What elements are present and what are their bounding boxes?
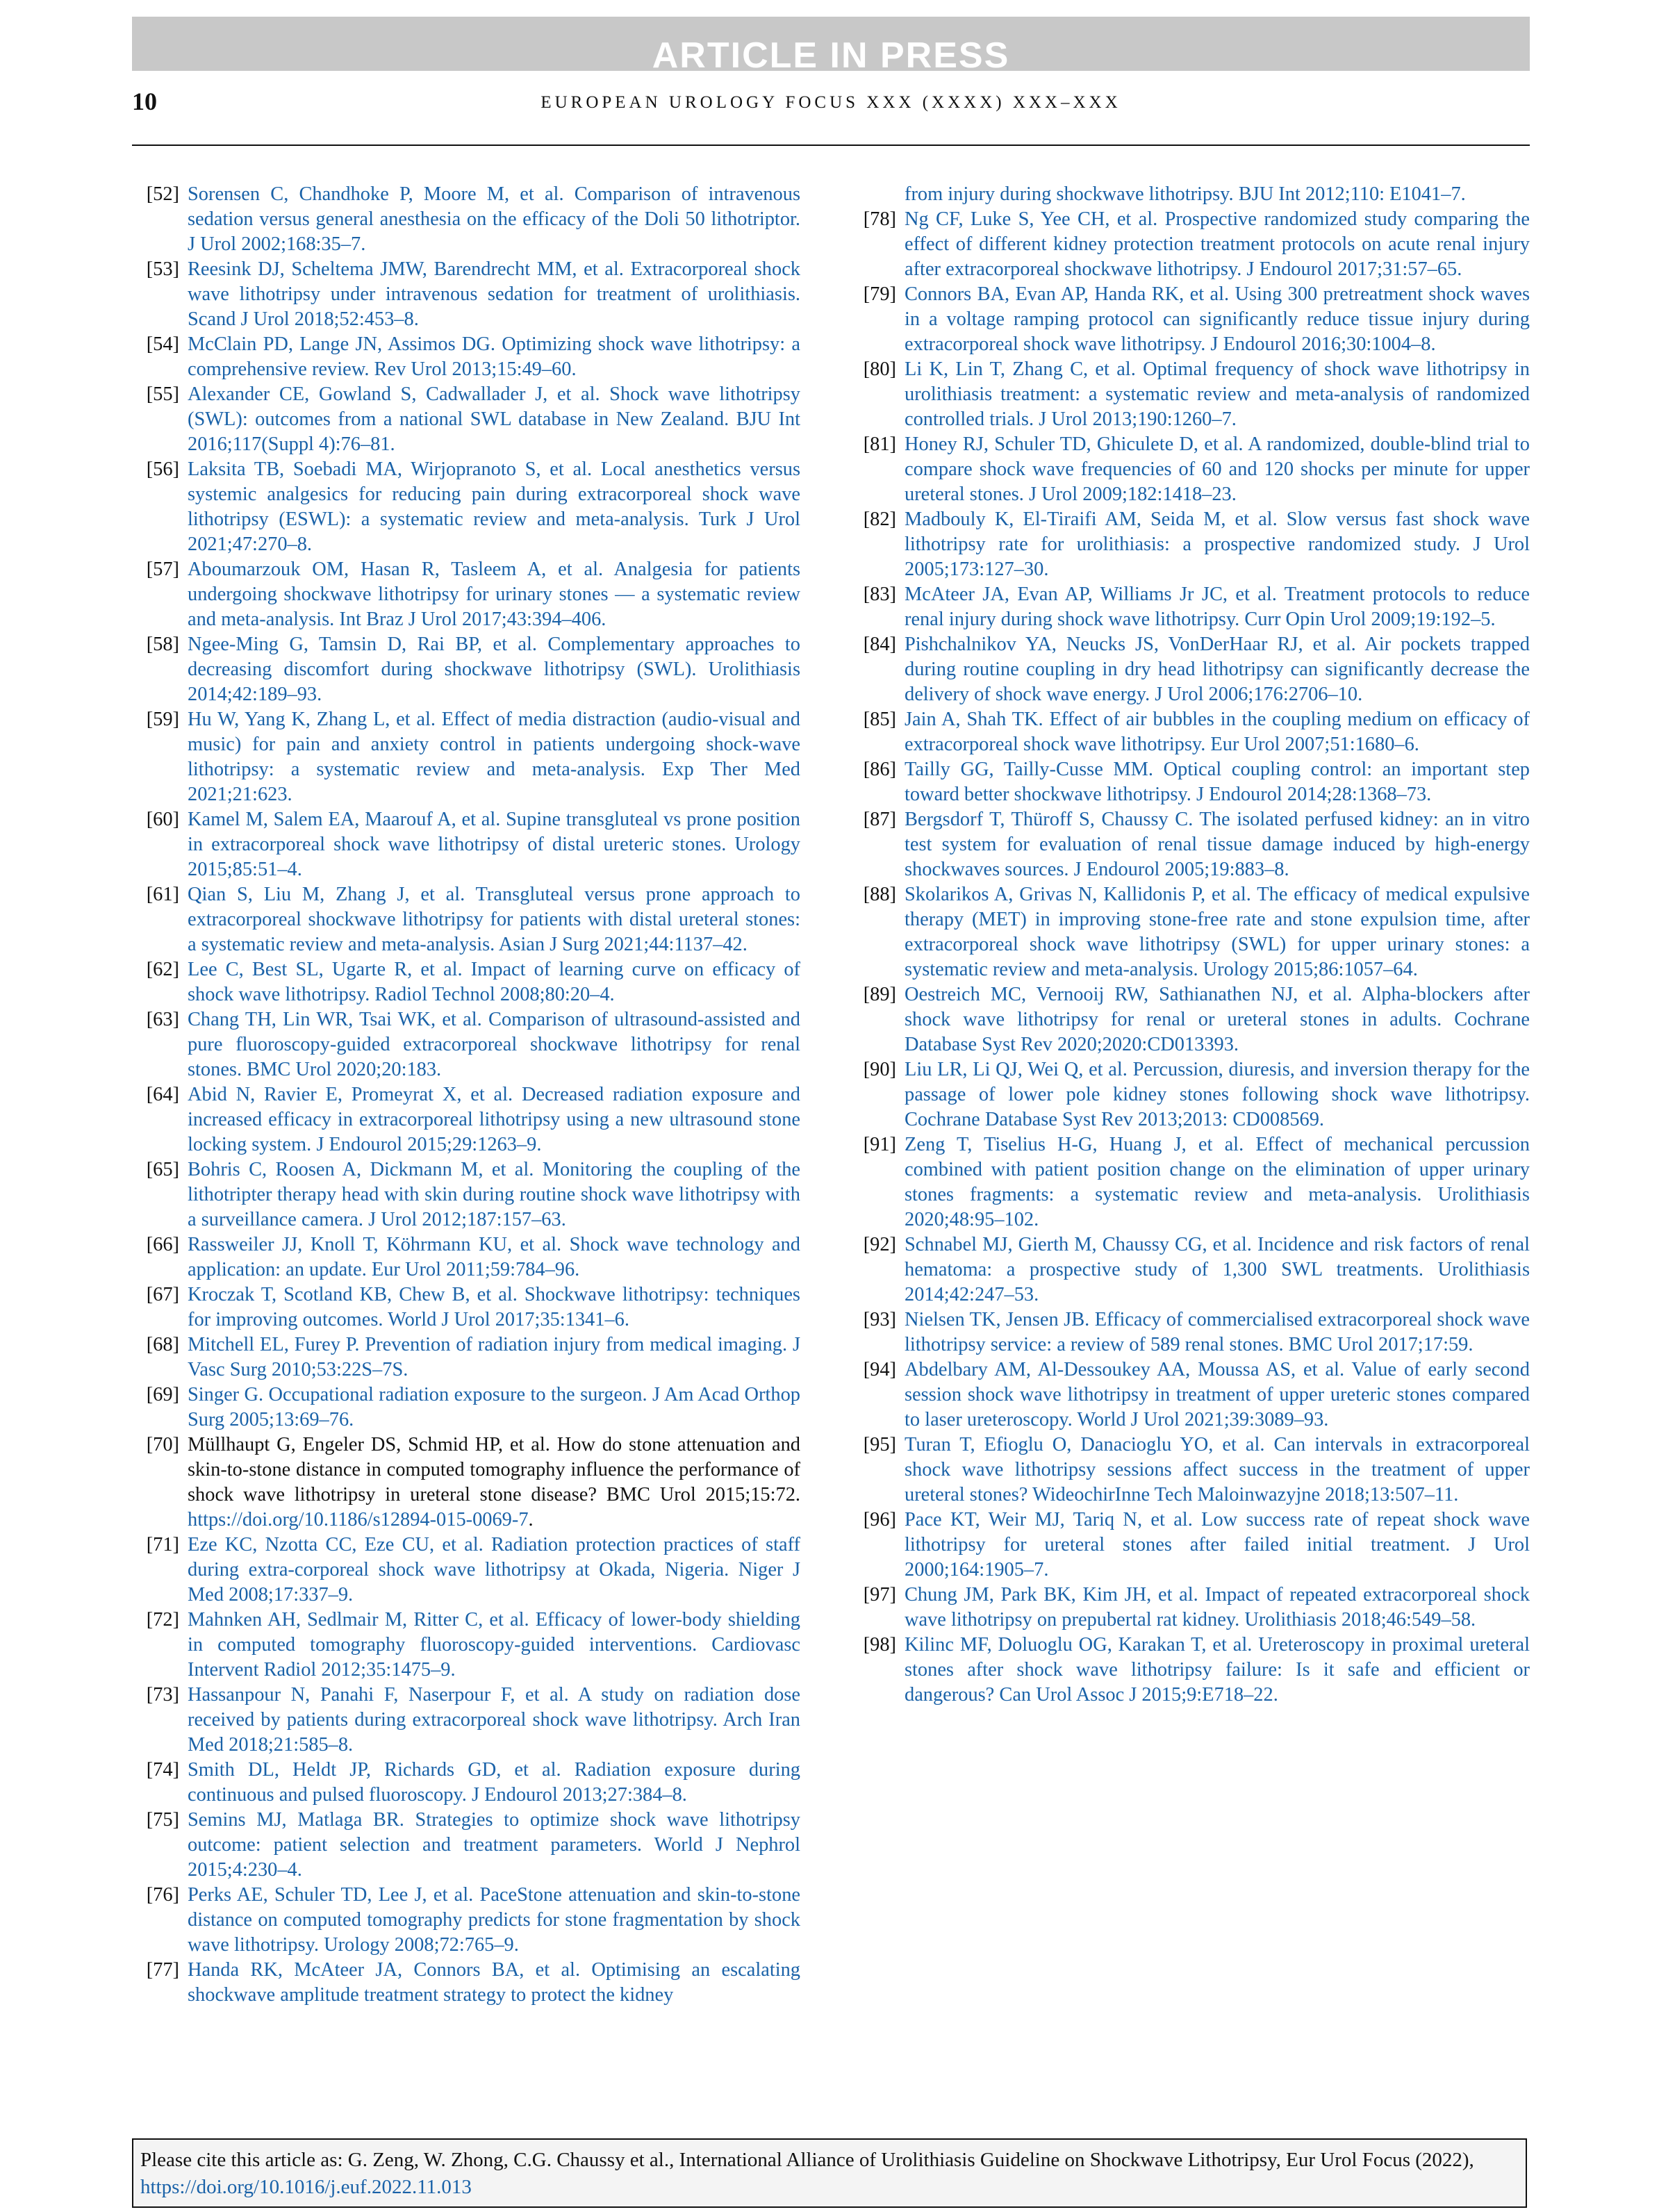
reference-body: Müllhaupt G, Engeler DS, Schmid HP, et al. How do stone attenuation and skin-to-stone distance in computed tomography influence the performance of shock wave lithotripsy in ureteral stone disease? BMC Urol 2015;15:72. xyxy=(188,1434,800,1505)
reference-number: [65] xyxy=(146,1159,179,1180)
reference-item xyxy=(849,632,1530,707)
reference-item xyxy=(132,557,800,632)
reference-body: Nielsen TK, Jensen JB. Efficacy of commercialised extracorporeal shock wave lithotripsy service: a review of 589 renal stones. BMC Urol 2017;17:59. xyxy=(905,1309,1530,1355)
reference-body: Sorensen C, Chandhoke P, Moore M, et al. Comparison of intravenous sedation versus general anesthesia on the efficacy of the Doli 50 lithotriptor. J Urol 2002;168:35–7. xyxy=(188,183,800,255)
reference-number: [90] xyxy=(863,1059,896,1080)
reference-body: Oestreich MC, Vernooij RW, Sathianathen NJ, et al. Alpha-blockers after shock wave lithotripsy for renal or ureteral stones in adults. Cochrane Database Syst Rev 2020;2020:CD013393. xyxy=(905,984,1530,1055)
reference-body: Singer G. Occupational radiation exposure to the surgeon. J Am Acad Orthop Surg 2005;13:69–76. xyxy=(188,1384,800,1430)
reference-text xyxy=(188,1433,800,1533)
reference-item xyxy=(132,882,800,957)
reference-body: Smith DL, Heldt JP, Richards GD, et al. Radiation exposure during continuous and pulsed fluoroscopy. J Endourol 2013;27:384–8. xyxy=(188,1759,800,1806)
reference-item xyxy=(132,807,800,882)
reference-item xyxy=(849,357,1530,432)
reference-item xyxy=(132,1808,800,1883)
reference-number: [62] xyxy=(146,959,179,980)
reference-body: Liu LR, Li QJ, Wei Q, et al. Percussion, diuresis, and inversion therapy for the passage of lower pole kidney stones following shock wave lithotripsy. Cochrane Database Syst Rev 2013;2013: CD008569. xyxy=(905,1059,1530,1130)
reference-item xyxy=(132,1082,800,1157)
reference-body: Mahnken AH, Sedlmair M, Ritter C, et al. Efficacy of lower-body shielding in computed tomography fluoroscopy-guided interventions. Cardiovasc Intervent Radiol 2012;35:1475–9. xyxy=(188,1609,800,1681)
reference-number: [54] xyxy=(146,333,179,355)
reference-number: [67] xyxy=(146,1284,179,1305)
reference-item xyxy=(132,1433,800,1533)
reference-text[interactable] xyxy=(188,382,800,457)
reference-item xyxy=(132,1332,800,1382)
journal-header: EUROPEAN UROLOGY FOCUS XXX (XXXX) XXX–XXX xyxy=(540,93,1121,112)
reference-body: Hu W, Yang K, Zhang L, et al. Effect of media distraction (audio-visual and music) for pain and anxiety control in patients undergoing shock-wave lithotripsy: a systematic review and meta-analysis. Exp Ther Med 2021;21:623. xyxy=(188,709,800,805)
reference-text[interactable] xyxy=(188,1082,800,1157)
reference-item xyxy=(849,807,1530,882)
reference-number: [83] xyxy=(863,584,896,605)
reference-body: Alexander CE, Gowland S, Cadwallader J, et al. Shock wave lithotripsy (SWL): outcomes from a national SWL database in New Zealand. BJU Int 2016;117(Suppl 4):76–81. xyxy=(188,383,800,455)
reference-text[interactable] xyxy=(188,1007,800,1082)
reference-item xyxy=(132,1883,800,1958)
reference-body: Qian S, Liu M, Zhang J, et al. Transgluteal versus prone approach to extracorporeal shockwave lithotripsy for patients with distal ureteral stones: a systematic review and meta-analysis. Asian J Surg 2021;44:1137–42. xyxy=(188,884,800,955)
reference-item xyxy=(132,457,800,557)
reference-body: Chung JM, Park BK, Kim JH, et al. Impact of repeated extracorporeal shock wave lithotripsy on prepubertal rat kidney. Urolithiasis 2018;46:549–58. xyxy=(905,1584,1530,1631)
reference-number: [69] xyxy=(146,1384,179,1405)
reference-body: Kamel M, Salem EA, Maarouf A, et al. Supine transgluteal vs prone position in extracorporeal shock wave lithotripsy of distal ureteric stones. Urology 2015;85:51–4. xyxy=(188,809,800,880)
reference-number: [53] xyxy=(146,258,179,280)
reference-item xyxy=(132,1157,800,1232)
reference-text[interactable] xyxy=(905,1132,1530,1232)
reference-text[interactable] xyxy=(188,1533,800,1608)
reference-number: [58] xyxy=(146,634,179,655)
reference-body: Bohris C, Roosen A, Dickmann M, et al. Monitoring the coupling of the lithotripter therapy head with skin during routine shock wave lithotripsy with a surveillance camera. J Urol 2012;187:157–63. xyxy=(188,1159,800,1230)
reference-body: Turan T, Efioglu O, Danacioglu YO, et al. Can intervals in extracorporeal shock wave lithotripsy sessions affect success in the treatment of upper ureteral stones? WideochirInne Tech Maloinwazyjne 2018;13:507–11. xyxy=(905,1434,1530,1505)
reference-number: [75] xyxy=(146,1809,179,1831)
reference-number: [85] xyxy=(863,709,896,730)
reference-item xyxy=(849,882,1530,982)
citation-box xyxy=(132,2138,1527,2208)
reference-body: Tailly GG, Tailly-Cusse MM. Optical coupling control: an important step toward better shockwave lithotripsy. J Endourol 2014;28:1368–73. xyxy=(905,759,1530,805)
reference-text[interactable] xyxy=(905,882,1530,982)
reference-body: Jain A, Shah TK. Effect of air bubbles in the coupling medium on efficacy of extracorporeal shock wave lithotripsy. Eur Urol 2007;51:1680–6. xyxy=(905,709,1530,755)
citation-text xyxy=(140,2147,1519,2201)
reference-text[interactable] xyxy=(188,457,800,557)
reference-number: [80] xyxy=(863,358,896,380)
reference-body: Skolarikos A, Grivas N, Kallidonis P, et al. The efficacy of medical expulsive therapy (MET) in improving stone-free rate and stone expulsion time, after extracorporeal shock wave lithotripsy (SWL) for upper urinary stones: a systematic review and meta-analysis. Urology 2015;86:1057–64. xyxy=(905,884,1530,980)
reference-body: McClain PD, Lange JN, Assimos DG. Optimizing shock wave lithotripsy: a comprehensive review. Rev Urol 2013;15:49–60. xyxy=(188,333,800,380)
reference-number: [61] xyxy=(146,884,179,905)
reference-body: Rassweiler JJ, Knoll T, Köhrmann KU, et al. Shock wave technology and application: an update. Eur Urol 2011;59:784–96. xyxy=(188,1234,800,1280)
reference-body: Pishchalnikov YA, Neucks JS, VonDerHaar RJ, et al. Air pockets trapped during routine coupling in dry head lithotripsy can significantly decrease the delivery of shock wave energy. J Urol 2006;176:2706–10. xyxy=(905,634,1530,705)
page-number: 10 xyxy=(132,88,157,115)
reference-body: Honey RJ, Schuler TD, Ghiculete D, et al. A randomized, double-blind trial to compare shock wave frequencies of 60 and 120 shocks per minute for upper ureteral stones. J Urol 2009;182:1418–23. xyxy=(905,434,1530,505)
reference-body: Semins MJ, Matlaga BR. Strategies to optimize shock wave lithotripsy outcome: patient selection and treatment parameters. World J Nephrol 2015;4:230–4. xyxy=(188,1809,800,1881)
reference-text[interactable] xyxy=(905,207,1530,282)
reference-item xyxy=(849,707,1530,757)
reference-text[interactable] xyxy=(188,1758,800,1808)
reference-item xyxy=(849,1057,1530,1132)
reference-number: [84] xyxy=(863,634,896,655)
reference-body: Abid N, Ravier E, Promeyrat X, et al. Decreased radiation exposure and increased efficacy in extracorporeal lithotripsy using a new ultrasound stone locking system. J Endourol 2015;29:1263–9. xyxy=(188,1084,800,1155)
reference-number: [59] xyxy=(146,709,179,730)
article-in-press-banner xyxy=(132,17,1530,76)
reference-text[interactable] xyxy=(188,1232,800,1282)
reference-text[interactable] xyxy=(188,882,800,957)
reference-item xyxy=(132,707,800,807)
reference-text[interactable] xyxy=(905,807,1530,882)
reference-number: [76] xyxy=(146,1884,179,1906)
reference-number: [94] xyxy=(863,1359,896,1380)
reference-text[interactable] xyxy=(905,582,1530,632)
reference-text[interactable] xyxy=(188,1608,800,1683)
reference-text[interactable] xyxy=(905,982,1530,1057)
reference-number: [64] xyxy=(146,1084,179,1105)
reference-number: [92] xyxy=(863,1234,896,1255)
reference-number: [93] xyxy=(863,1309,896,1330)
reference-body: Ngee-Ming G, Tamsin D, Rai BP, et al. Complementary approaches to decreasing discomfort during shockwave lithotripsy (SWL). Urolithiasis 2014;42:189–93. xyxy=(188,634,800,705)
reference-item xyxy=(849,1508,1530,1583)
reference-item xyxy=(849,1132,1530,1232)
reference-number: [98] xyxy=(863,1634,896,1656)
reference-text[interactable] xyxy=(188,1683,800,1758)
reference-body: Li K, Lin T, Zhang C, et al. Optimal frequency of shock wave lithotripsy in urolithiasis treatment: a systematic review and meta-analysis of randomized controlled trials. J Urol 2013;190:1260–7. xyxy=(905,358,1530,430)
reference-item xyxy=(849,207,1530,282)
reference-number: [72] xyxy=(146,1609,179,1631)
reference-body: Mitchell EL, Furey P. Prevention of radiation injury from medical imaging. J Vasc Surg 2010;53:22S–7S. xyxy=(188,1334,800,1380)
reference-body: Reesink DJ, Scheltema JMW, Barendrecht MM, et al. Extracorporeal shock wave lithotripsy under intravenous sedation for treatment of urolithiasis. Scand J Urol 2018;52:453–8. xyxy=(188,258,800,330)
reference-body: Kilinc MF, Doluoglu OG, Karakan T, et al. Ureteroscopy in proximal ureteral stones after shock wave lithotripsy failure: Is it safe and efficient or dangerous? Can Urol Assoc J 2015;9:E718–22. xyxy=(905,1634,1530,1706)
reference-text[interactable] xyxy=(905,282,1530,357)
reference-number: [63] xyxy=(146,1009,179,1030)
reference-text[interactable] xyxy=(905,1307,1530,1357)
reference-text[interactable] xyxy=(188,1808,800,1883)
reference-text[interactable] xyxy=(905,1057,1530,1132)
reference-body: Connors BA, Evan AP, Handa RK, et al. Using 300 pretreatment shock waves in a voltage ramping protocol can significantly reduce tissue injury during extracorporeal shock wave lithotripsy. J Endourol 2016;30:1004–8. xyxy=(905,283,1530,355)
reference-text[interactable] xyxy=(905,1232,1530,1307)
reference-body: Aboumarzouk OM, Hasan R, Tasleem A, et al. Analgesia for patients undergoing shockwave lithotripsy for urinary stones — a systematic review and meta-analysis. Int Braz J Urol 2017;43:394–406. xyxy=(188,559,800,630)
reference-body: Bergsdorf T, Thüroff S, Chaussy C. The isolated perfused kidney: an in vitro test system for evaluation of renal tissue damage induced by high-energy shockwaves sources. J Endourol 2005;19:883–8. xyxy=(905,809,1530,880)
reference-number: [81] xyxy=(863,434,896,455)
reference-number: [79] xyxy=(863,283,896,305)
reference-item xyxy=(849,757,1530,807)
reference-item xyxy=(849,1433,1530,1508)
reference-text[interactable] xyxy=(905,1357,1530,1433)
reference-text[interactable] xyxy=(188,1282,800,1332)
reference-body: Eze KC, Nzotta CC, Eze CU, et al. Radiation protection practices of staff during extra-corporeal shock wave lithotripsy at Okada, Nigeria. Niger J Med 2008;17:337–9. xyxy=(188,1534,800,1606)
reference-item xyxy=(132,1382,800,1433)
reference-item xyxy=(132,1608,800,1683)
reference-number: [77] xyxy=(146,1959,179,1981)
reference-item xyxy=(849,1307,1530,1357)
reference-item xyxy=(132,382,800,457)
reference-item xyxy=(849,507,1530,582)
banner-text: ARTICLE IN PRESS xyxy=(652,35,1010,76)
right-reference-column xyxy=(849,182,1530,1708)
reference-text[interactable] xyxy=(188,807,800,882)
reference-text[interactable] xyxy=(905,507,1530,582)
reference-body: Perks AE, Schuler TD, Lee J, et al. PaceStone attenuation and skin-to-stone distance on computed tomography predicts for stone fragmentation by shock wave lithotripsy. Urology 2008;72:765–9. xyxy=(188,1884,800,1956)
reference-number: [95] xyxy=(863,1434,896,1455)
reference-text[interactable] xyxy=(905,1433,1530,1508)
reference-body: Hassanpour N, Panahi F, Naserpour F, et al. A study on radiation dose received by patients during extracorporeal shock wave lithotripsy. Arch Iran Med 2018;21:585–8. xyxy=(188,1684,800,1756)
reference-item xyxy=(132,1758,800,1808)
reference-text[interactable] xyxy=(188,1332,800,1382)
reference-text[interactable] xyxy=(905,432,1530,507)
reference-number: [57] xyxy=(146,559,179,580)
reference-body: McAteer JA, Evan AP, Williams Jr JC, et al. Treatment protocols to reduce renal injury during shock wave lithotripsy. Curr Opin Urol 2009;19:192–5. xyxy=(905,584,1530,630)
reference-item xyxy=(849,432,1530,507)
reference-body: Chang TH, Lin WR, Tsai WK, et al. Comparison of ultrasound-assisted and pure fluoroscopy-guided extracorporeal shockwave lithotripsy for renal stones. BMC Urol 2020;20:183. xyxy=(188,1009,800,1080)
reference-item xyxy=(132,1232,800,1282)
reference-text[interactable] xyxy=(905,707,1530,757)
reference-body: Kroczak T, Scotland KB, Chew B, et al. Shockwave lithotripsy: techniques for improving outcomes. World J Urol 2017;35:1341–6. xyxy=(188,1284,800,1330)
reference-item xyxy=(132,632,800,707)
reference-77-continuation[interactable]: from injury during shockwave lithotripsy. BJU Int 2012;110: E1041–7. xyxy=(905,183,1466,205)
reference-number: [60] xyxy=(146,809,179,830)
reference-item xyxy=(849,582,1530,632)
reference-body: Madbouly K, El-Tiraifi AM, Seida M, et al. Slow versus fast shock wave lithotripsy rate for urolithiasis: a prospective randomized study. J Urol 2005;173:127–30. xyxy=(905,509,1530,580)
reference-body: Lee C, Best SL, Ugarte R, et al. Impact of learning curve on efficacy of shock wave lithotripsy. Radiol Technol 2008;80:20–4. xyxy=(188,959,800,1005)
reference-number: [97] xyxy=(863,1584,896,1606)
reference-number: [68] xyxy=(146,1334,179,1355)
reference-text[interactable] xyxy=(905,1583,1530,1633)
reference-item xyxy=(849,1357,1530,1433)
reference-item xyxy=(849,282,1530,357)
reference-item xyxy=(132,1282,800,1332)
reference-text[interactable] xyxy=(188,1157,800,1232)
reference-item xyxy=(132,1958,800,2008)
reference-body: Handa RK, McAteer JA, Connors BA, et al. Optimising an escalating shockwave amplitude treatment strategy to protect the kidney xyxy=(188,1959,800,2006)
reference-doi-link[interactable]: https://doi.org/10.1186/s12894-015-0069-7 xyxy=(188,1509,529,1530)
reference-item xyxy=(132,1533,800,1608)
reference-item xyxy=(849,1232,1530,1307)
reference-body: Laksita TB, Soebadi MA, Wirjopranoto S, et al. Local anesthetics versus systemic analgesics for reducing pain during extracorporeal shock wave lithotripsy (ESWL): a systematic review and meta-analysis. Turk J Urol 2021;47:270–8. xyxy=(188,459,800,555)
reference-text[interactable] xyxy=(188,557,800,632)
reference-number: [66] xyxy=(146,1234,179,1255)
reference-item xyxy=(132,332,800,382)
reference-item xyxy=(849,1633,1530,1708)
reference-text[interactable] xyxy=(905,757,1530,807)
reference-text[interactable] xyxy=(188,1958,800,2008)
reference-number: [86] xyxy=(863,759,896,780)
reference-text[interactable] xyxy=(188,957,800,1007)
reference-body: Zeng T, Tiselius H-G, Huang J, et al. Effect of mechanical percussion combined with patient position change on the elimination of upper urinary stones fragments: a systematic review and meta-analysis. Urolithiasis 2020;48:95–102. xyxy=(905,1134,1530,1230)
reference-number: [78] xyxy=(863,208,896,230)
reference-text[interactable] xyxy=(188,632,800,707)
header-rule xyxy=(132,145,1530,146)
reference-item xyxy=(132,1007,800,1082)
reference-item xyxy=(849,982,1530,1057)
reference-text[interactable] xyxy=(188,1382,800,1433)
reference-number: [70] xyxy=(146,1434,179,1455)
reference-text[interactable] xyxy=(188,257,800,332)
reference-item xyxy=(132,257,800,332)
reference-body: Abdelbary AM, Al-Dessoukey AA, Moussa AS, et al. Value of early second session shock wave lithotripsy in treatment of upper ureteric stones compared to laser ureteroscopy. World J Urol 2021;39:3089–93. xyxy=(905,1359,1530,1430)
reference-text[interactable] xyxy=(905,1633,1530,1708)
left-reference-column xyxy=(132,182,800,2008)
reference-text[interactable] xyxy=(188,332,800,382)
reference-number: [88] xyxy=(863,884,896,905)
reference-number: [73] xyxy=(146,1684,179,1706)
reference-number: [71] xyxy=(146,1534,179,1555)
reference-item xyxy=(132,182,800,257)
reference-text[interactable] xyxy=(188,707,800,807)
reference-item xyxy=(132,1683,800,1758)
reference-body: Schnabel MJ, Gierth M, Chaussy CG, et al. Incidence and risk factors of renal hematoma: a prospective study of 1,300 SWL treatments. Urolithiasis 2014;42:247–53. xyxy=(905,1234,1530,1305)
reference-body: Ng CF, Luke S, Yee CH, et al. Prospective randomized study comparing the effect of different kidney protection treatment protocols on acute renal injury after extracorporeal shockwave lithotripsy. J Endourol 2017;31:57–65. xyxy=(905,208,1530,280)
reference-body: Pace KT, Weir MJ, Tariq N, et al. Low success rate of repeat shock wave lithotripsy for ureteral stones after failed initial treatment. J Urol 2000;164:1905–7. xyxy=(905,1509,1530,1580)
reference-number: [52] xyxy=(146,183,179,205)
reference-item xyxy=(849,1583,1530,1633)
reference-number: [56] xyxy=(146,459,179,480)
reference-number: [82] xyxy=(863,509,896,530)
citation-doi-link[interactable]: https://doi.org/10.1016/j.euf.2022.11.013 xyxy=(140,2176,472,2198)
reference-text[interactable] xyxy=(905,357,1530,432)
reference-number: [91] xyxy=(863,1134,896,1155)
reference-text[interactable] xyxy=(905,632,1530,707)
reference-text[interactable] xyxy=(905,1508,1530,1583)
reference-item xyxy=(132,957,800,1007)
reference-tail: . xyxy=(528,1509,534,1530)
reference-number: [74] xyxy=(146,1759,179,1781)
reference-text[interactable] xyxy=(188,182,800,257)
reference-number: [87] xyxy=(863,809,896,830)
reference-number: [89] xyxy=(863,984,896,1005)
reference-number: [96] xyxy=(863,1509,896,1530)
reference-text[interactable] xyxy=(188,1883,800,1958)
citation-prefix: Please cite this article as: G. Zeng, W. Zhong, C.G. Chaussy et al., International Alliance of Urolithiasis Guideline on Shockwave Lithotripsy, Eur Urol Focus (2022), xyxy=(140,2149,1474,2171)
reference-number: [55] xyxy=(146,383,179,405)
